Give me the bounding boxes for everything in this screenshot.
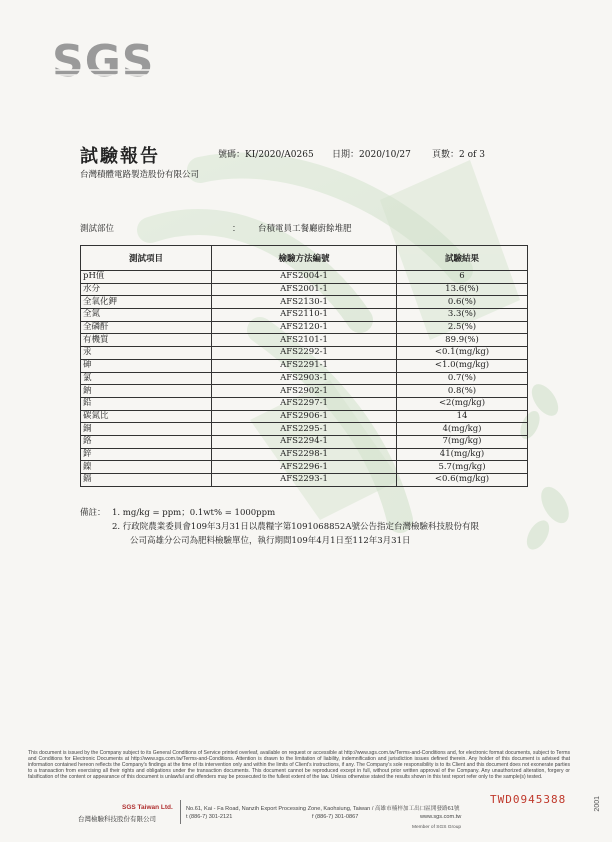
cell-item: 鋅 (81, 448, 212, 461)
test-unit-value: 台積電員工餐廳廚餘堆肥 (258, 224, 352, 234)
cell-method: AFS2130-1 (212, 296, 397, 309)
table-row (81, 334, 528, 347)
cell-item: 氯 (81, 372, 212, 385)
cell-method: AFS2298-1 (212, 448, 397, 461)
cell-item: 鉛 (81, 397, 212, 410)
cell-result: 5.7(mg/kg) (397, 461, 528, 474)
cell-result: 0.7(%) (397, 372, 528, 385)
header-result: 試驗結果 (397, 246, 528, 271)
report-title: 試驗報告 (80, 146, 160, 167)
cell-result: <0.6(mg/kg) (397, 474, 528, 487)
table-row (81, 448, 528, 461)
cell-item: pH值 (81, 271, 212, 284)
cell-result: 7(mg/kg) (397, 435, 528, 448)
sgs-logo-lines (52, 66, 152, 90)
cell-item: 鈉 (81, 385, 212, 398)
report-date-label: 日期： (332, 150, 360, 160)
note-1: 1. mg/kg = ppm；0.1wt% = 1000ppm (112, 508, 276, 518)
cell-method: AFS2101-1 (212, 334, 397, 347)
table-row (81, 359, 528, 372)
cell-item: 水分 (81, 283, 212, 296)
test-unit-label: 測試部位 (80, 224, 115, 234)
cell-item: 砷 (81, 359, 212, 372)
cell-result: 13.6(%) (397, 283, 528, 296)
table-row (81, 372, 528, 385)
cell-method: AFS2902-1 (212, 385, 397, 398)
cell-item: 有機質 (81, 334, 212, 347)
table-row (81, 461, 528, 474)
cell-method: AFS2291-1 (212, 359, 397, 372)
table-row (81, 347, 528, 360)
footer-company-cn: 台灣檢驗科技股份有限公司 (78, 815, 156, 823)
note-2-line-1: 2. 行政院農業委員會109年3月31日以農糧字第1091068852A號公告指定台灣檢驗科技股份有限 (112, 522, 479, 532)
cell-item: 汞 (81, 347, 212, 360)
cell-item: 銅 (81, 423, 212, 436)
table-row (81, 385, 528, 398)
report-number (218, 147, 314, 160)
footer-divider (180, 800, 181, 824)
results-table (80, 245, 528, 487)
cell-method: AFS2903-1 (212, 372, 397, 385)
cell-result: <0.1(mg/kg) (397, 347, 528, 360)
test-unit-colon: ： (232, 224, 241, 234)
cell-method: AFS2292-1 (212, 347, 397, 360)
table-row (81, 309, 528, 322)
cell-result: 89.9(%) (397, 334, 528, 347)
cell-method: AFS2294-1 (212, 435, 397, 448)
cell-item: 鉻 (81, 435, 212, 448)
client-company: 台灣積體電路製造股份有限公司 (80, 170, 200, 180)
footer-brand: SGS Taiwan Ltd. (122, 804, 173, 811)
cell-method: AFS2110-1 (212, 309, 397, 322)
cell-item: 全磷酐 (81, 321, 212, 334)
notes-label: 備註： (80, 508, 106, 518)
report-date-value: 2020/10/27 (359, 150, 411, 160)
note-2-line-2: 公司高雄分公司為肥料檢驗單位，執行期間109年4月1日至112年3月31日 (130, 536, 411, 546)
cell-result: <2(mg/kg) (397, 397, 528, 410)
cell-result: 2.5(%) (397, 321, 528, 334)
footer-tel: t (886-7) 301-2121 (186, 814, 233, 820)
cell-result: 6 (397, 271, 528, 284)
table-row (81, 474, 528, 487)
page-count-value: 2 of 3 (459, 150, 485, 160)
footer-fax: f (886-7) 301-0867 (312, 814, 359, 820)
cell-method: AFS2001-1 (212, 283, 397, 296)
cell-item: 鎳 (81, 461, 212, 474)
footer-website: www.sgs.com.tw (420, 814, 462, 820)
cell-item: 鎘 (81, 474, 212, 487)
results-header-row (81, 246, 528, 271)
table-row (81, 435, 528, 448)
page-count (432, 147, 485, 160)
table-row (81, 410, 528, 423)
cell-method: AFS2295-1 (212, 423, 397, 436)
table-row (81, 283, 528, 296)
cell-method: AFS2293-1 (212, 474, 397, 487)
table-row (81, 397, 528, 410)
table-row (81, 271, 528, 284)
cell-result: 41(mg/kg) (397, 448, 528, 461)
document-serial-number: TWD0945388 (490, 793, 567, 806)
cell-method: AFS2297-1 (212, 397, 397, 410)
cell-method: AFS2906-1 (212, 410, 397, 423)
page-count-label: 頁數： (432, 150, 460, 160)
header-method: 檢驗方法編號 (212, 246, 397, 271)
table-row (81, 296, 528, 309)
table-row (81, 423, 528, 436)
sgs-logo: SGS (52, 36, 155, 87)
cell-result: 4(mg/kg) (397, 423, 528, 436)
cell-result: 0.8(%) (397, 385, 528, 398)
cell-item: 全氮 (81, 309, 212, 322)
report-number-value: KI/2020/A0265 (245, 150, 314, 160)
report-date (332, 147, 411, 160)
report-number-label: 號碼： (218, 150, 246, 160)
footer-address: No.61, Kai - Fa Road, Nanzih Export Processing Zone, Kaohsiung, Taiwan / 高雄市楠梓加工出口區開發路61號 (186, 806, 460, 812)
form-year: 2001 (594, 796, 601, 812)
cell-method: AFS2004-1 (212, 271, 397, 284)
cell-item: 碳氮比 (81, 410, 212, 423)
cell-result: 14 (397, 410, 528, 423)
header-test-item: 測試項目 (81, 246, 212, 271)
cell-result: 3.3(%) (397, 309, 528, 322)
footer-member-of-group: Member of SGS Group (412, 825, 462, 830)
legal-disclaimer: This document is issued by the Company subject to its General Conditions of Service printed overleaf, available on request or accessible at http://www.sgs.com.tw/Terms-and-Conditions and, for electronic format documents, subject to Terms and Conditions for Electronic Documents at http://www.sgs.com.tw/Terms-and-Conditions. Attention is drawn to the limitation of liability, indemnification and jurisdiction issues defined therein. Any holder of this document is advised that information contained hereon reflects the Company's findings at the time of its intervention only and within the limits of Client's instructions, if any. The Company's sole responsibility is to its Client and this document does not exonerate parties to a transaction from exercising all their rights and obligations under the transaction documents. This document cannot be reproduced except in full, without prior written approval of the Company. Any unauthorized alteration, forgery or falsification of the content or appearance of this document is unlawful and offenders may be prosecuted to the fullest extent of the law. Unless otherwise stated the results shown in this test report refer only to the sample(s) tested. (28, 750, 570, 781)
cell-result: 0.6(%) (397, 296, 528, 309)
table-row (81, 321, 528, 334)
cell-method: AFS2296-1 (212, 461, 397, 474)
cell-method: AFS2120-1 (212, 321, 397, 334)
cell-result: <1.0(mg/kg) (397, 359, 528, 372)
cell-item: 全氧化鉀 (81, 296, 212, 309)
